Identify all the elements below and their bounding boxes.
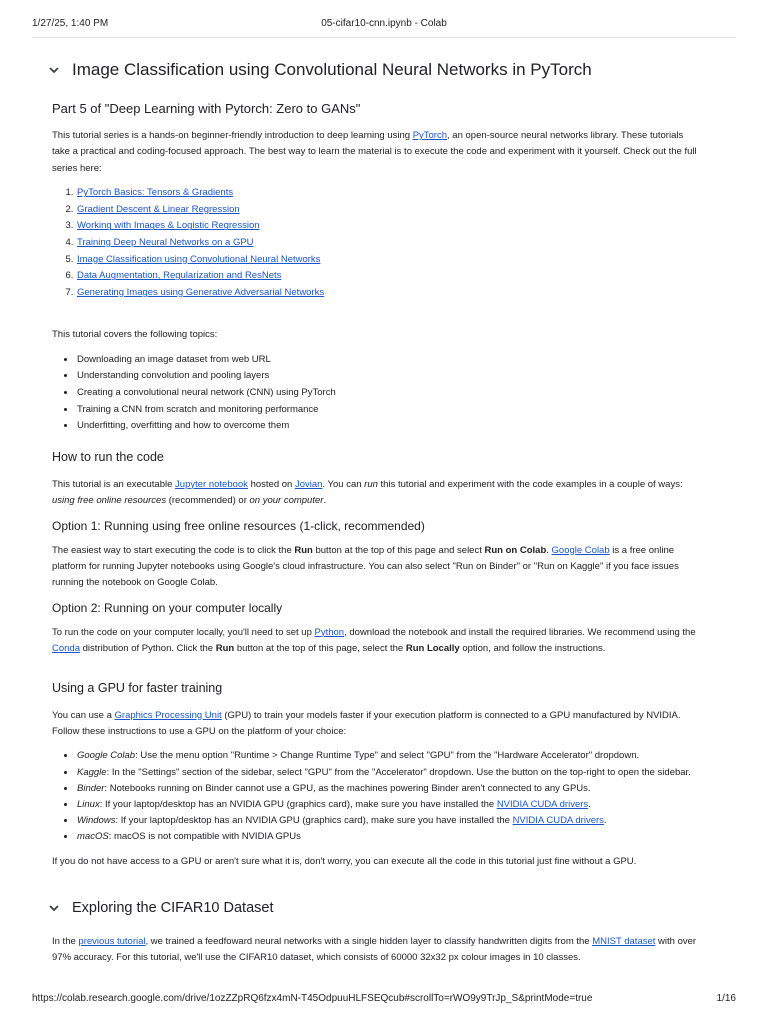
- list-item: • Understanding convolution and pooling layers: [76, 368, 702, 385]
- python-link[interactable]: Python: [314, 626, 345, 638]
- option1-paragraph: The easiest way to start executing the code is to click the Run button at the top of this page and select Run on Colab. Google Colab is a free online platform for running Jupyter notebooks using Google's cloud infrastructure. You can also select "Run on Binder" or "Run on Kaggle" if you face issues running the notebook on Google Colab.: [52, 544, 679, 589]
- list-item: • Kaggle: In the "Settings" section of the sidebar, select "GPU" from the "Accelerator" dropdown. Use the button on the top-right to open the sidebar.: [76, 765, 702, 781]
- list-item: [76, 285, 702, 302]
- print-doc-title: 05-cifar10-cnn.ipynb - Colab: [321, 18, 447, 29]
- section-heading-cifar10[interactable]: [46, 896, 702, 920]
- jupyter-link[interactable]: Jupyter notebook: [175, 478, 248, 490]
- list-item: [76, 235, 702, 252]
- series-link-2[interactable]: Gradient Descent & Linear Regression: [77, 203, 240, 215]
- print-url: https://colab.research.google.com/drive/1ozZZpRQ6fzx4mN-T45OdpuuHLFSEQcub#scrollTo=rWO9y9TrJp_S&printMode=true: [32, 993, 593, 1004]
- print-page-number: 1/16: [716, 993, 736, 1004]
- series-link-7[interactable]: Generating Images using Generative Adversarial Networks: [77, 286, 325, 298]
- option2-heading: Option 2: Running on your computer locally: [52, 600, 283, 615]
- list-item: [76, 202, 702, 219]
- google-colab-link[interactable]: Google Colab: [551, 544, 610, 556]
- list-item: • Binder: Notebooks running on Binder cannot use a GPU, as the machines powering Binder aren't connected to any GPUs.: [76, 781, 702, 797]
- series-list: [52, 185, 702, 301]
- run-heading: How to run the code: [52, 449, 164, 464]
- list-item: • Downloading an image dataset from web URL: [76, 352, 702, 369]
- previous-tutorial-link[interactable]: previous tutorial: [78, 936, 146, 948]
- intro-paragraph: This tutorial series is a hands-on beginner-friendly introduction to deep learning using PyTorch, an open-source neural networks library. These tutorials take a practical and coding-focused approach. The best way to learn the material is to execute the code and experiment with it yourself. Check out the full series here:: [52, 130, 697, 174]
- gpu-note: If you do not have access to a GPU or aren't sure what it is, don't worry, you can execute all the code in this tutorial just fine without a GPU.: [52, 855, 637, 867]
- list-item: • Windows: If your laptop/desktop has an NVIDIA GPU (graphics card), make sure you have installed the NVIDIA CUDA drivers.: [76, 813, 702, 829]
- list-item: • Creating a convolutional neural network (CNN) using PyTorch: [76, 385, 702, 402]
- gpu-paragraph: You can use a Graphics Processing Unit (GPU) to train your models faster if your execution platform is connected to a GPU manufactured by NVIDIA. Follow these instructions to use a GPU on the platform of your choice:: [52, 709, 681, 737]
- list-item: • Training a CNN from scratch and monitoring performance: [76, 402, 702, 419]
- header-divider: [32, 37, 736, 38]
- gpu-platform-list: [52, 748, 702, 845]
- series-link-6[interactable]: Data Augmentation, Regularization and ResNets: [77, 270, 282, 282]
- topics-intro: This tutorial covers the following topics:: [52, 329, 218, 341]
- option1-heading: Option 1: Running using free online resources (1-click, recommended): [52, 518, 425, 533]
- run-paragraph: This tutorial is an executable Jupyter notebook hosted on Jovian. You can run this tutorial and experiment with the code examples in a couple of ways: using free online resources (recommended) or on your computer.: [52, 478, 683, 507]
- list-item: • Linux: If your laptop/desktop has an NVIDIA GPU (graphics card), make sure you have installed the NVIDIA CUDA drivers.: [76, 797, 702, 813]
- series-link-5[interactable]: Image Classification using Convolutional Neural Networks: [77, 253, 321, 265]
- list-item: [76, 185, 702, 202]
- list-item: [76, 268, 702, 285]
- section-title: Image Classification using Convolutional Neural Networks in PyTorch: [72, 60, 592, 79]
- gpu-heading: Using a GPU for faster training: [52, 680, 223, 695]
- list-item: [76, 218, 702, 235]
- pytorch-link[interactable]: PyTorch: [412, 130, 448, 141]
- list-item: • Google Colab: Use the menu option "Runtime > Change Runtime Type" and select "GPU" from the "Hardware Accelerator" dropdown.: [76, 748, 702, 764]
- option2-paragraph: To run the code on your computer locally, you'll need to set up Python, download the notebook and install the required libraries. We recommend using the Conda distribution of Python. Click the Run button at the top of this page, select the Run Locally option, and follow the instructions.: [52, 626, 696, 655]
- chevron-down-icon[interactable]: [46, 62, 62, 78]
- cifar-paragraph: In the previous tutorial, we trained a feedfoward neural networks with a single hidden layer to classify handwritten digits from the MNIST dataset with over 97% accuracy. For this tutorial, we'll use the CIFAR10 dataset, which consists of 60000 32x32 px colour images in 10 classes.: [52, 936, 697, 964]
- chevron-down-icon[interactable]: [46, 900, 62, 916]
- list-item: [76, 252, 702, 269]
- list-item: • Underfitting, overfitting and how to overcome them: [76, 418, 702, 435]
- cuda-link-linux[interactable]: NVIDIA CUDA drivers: [496, 799, 589, 811]
- topics-list: [52, 352, 702, 435]
- list-item: • macOS: macOS is not compatible with NVIDIA GPUs: [76, 829, 702, 845]
- section-heading-image-classification[interactable]: [46, 58, 702, 82]
- notebook-content: [52, 52, 702, 975]
- print-header: [32, 18, 736, 34]
- series-link-4[interactable]: Training Deep Neural Networks on a GPU: [77, 237, 254, 248]
- series-subtitle: Part 5 of "Deep Learning with Pytorch: Zero to GANs": [52, 101, 361, 116]
- series-link-3[interactable]: Working with Images & Logistic Regression: [77, 220, 260, 232]
- section-title: Exploring the CIFAR10 Dataset: [72, 900, 274, 917]
- mnist-link[interactable]: MNIST dataset: [592, 936, 656, 948]
- conda-link[interactable]: Conda: [52, 643, 80, 655]
- cuda-link-windows[interactable]: NVIDIA CUDA drivers: [512, 815, 604, 827]
- gpu-link[interactable]: Graphics Processing Unit: [114, 709, 222, 721]
- series-link-1[interactable]: PyTorch Basics: Tensors & Gradients: [77, 187, 234, 199]
- jovian-link[interactable]: Jovian: [294, 478, 323, 490]
- print-datetime: 1/27/25, 1:40 PM: [32, 18, 109, 29]
